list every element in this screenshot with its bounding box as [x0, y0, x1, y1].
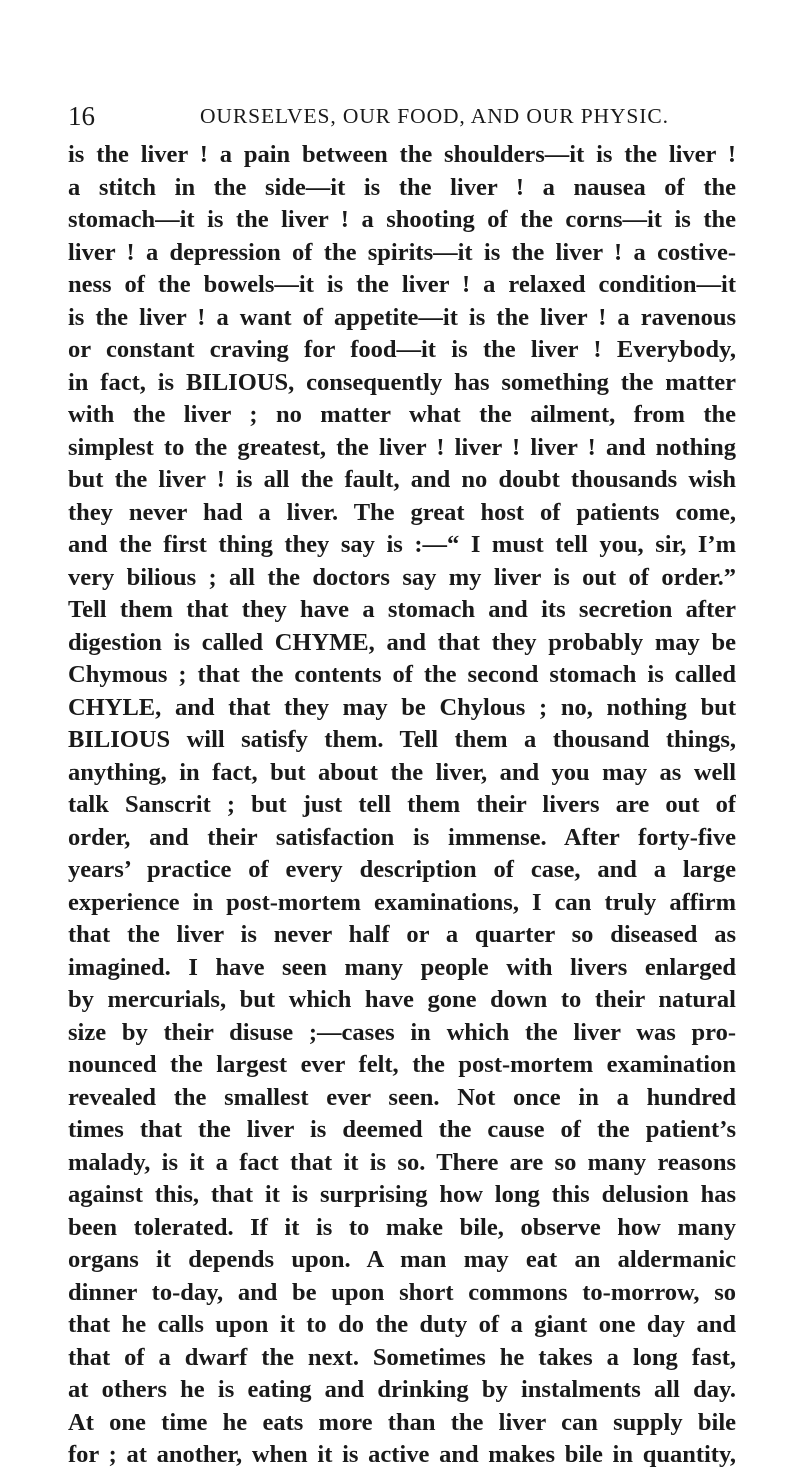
text-line: malady, is it a fact that it is so. There are so many reasons: [68, 1148, 736, 1176]
text-line: by mercurials, but which have gone down to their natural: [68, 986, 736, 1013]
text-line: years’ practice of every description of case, and a large: [68, 856, 736, 883]
text-line: anything, in fact, but about the liver, and you may as well: [68, 758, 736, 786]
text-line: stomach—it is the liver ! a shooting of the corns—it is the: [68, 206, 736, 233]
text-line: revealed the smallest ever seen. Not once in a hundred: [68, 1083, 736, 1111]
text-line: in fact, is BILIOUS, consequently has something the matter: [68, 368, 736, 396]
text-line: size by their disuse ;—cases in which the liver was pro-: [68, 1018, 736, 1046]
text-line: and the first thing they say is :—“ I must tell you, sir, I’m: [68, 531, 736, 558]
text-line: simplest to the greatest, the liver ! liver ! liver ! and nothing: [68, 433, 736, 461]
text-line: At one time he eats more than the liver can supply bile: [68, 1408, 736, 1436]
text-line: Tell them that they have a stomach and its secretion after: [68, 596, 736, 623]
text-line: Chymous ; that the contents of the second stomach is called: [68, 661, 736, 688]
running-head: [68, 96, 736, 136]
text-line: dinner to-day, and be upon short commons to-morrow, so: [68, 1278, 736, 1306]
text-line: is the liver ! a pain between the shoulders—it is the liver !: [68, 141, 736, 168]
text-line: order, and their satisfaction is immense. After forty-five: [68, 823, 736, 851]
text-line: a stitch in the side—it is the liver ! a nausea of the: [68, 173, 736, 201]
text-line: they never had a liver. The great host of patients come,: [68, 498, 736, 526]
text-line: ness of the bowels—it is the liver ! a relaxed condition—it: [68, 271, 736, 298]
page-number: 16: [68, 101, 95, 131]
body-text: [68, 139, 736, 1472]
text-line: is the liver ! a want of appetite—it is the liver ! a ravenous: [68, 303, 736, 331]
text-line: organs it depends upon. A man may eat an aldermanic: [68, 1246, 736, 1273]
text-line: but the liver ! is all the fault, and no doubt thousands wish: [68, 466, 736, 493]
text-line: with the liver ; no matter what the ailment, from the: [68, 401, 736, 428]
text-line: imagined. I have seen many people with livers enlarged: [68, 953, 736, 981]
text-line: against this, that it is surprising how long this delusion has: [68, 1181, 736, 1208]
text-line: times that the liver is deemed the cause of the patient’s: [68, 1116, 736, 1143]
text-line: been tolerated. If it is to make bile, observe how many: [68, 1213, 736, 1241]
text-line: for ; at another, when it is active and makes bile in quantity,: [68, 1441, 736, 1468]
text-line: that he calls upon it to do the duty of a giant one day and: [68, 1311, 736, 1338]
text-line: digestion is called CHYME, and that they probably may be: [68, 628, 736, 656]
text-line: very bilious ; all the doctors say my liver is out of order.”: [68, 563, 736, 591]
text-line: talk Sanscrit ; but just tell them their livers are out of: [68, 791, 736, 818]
running-head-title: OURSELVES, OUR FOOD, AND OUR PHYSIC.: [200, 104, 669, 128]
text-line: liver ! a depression of the spirits—it is the liver ! a costive-: [68, 238, 736, 266]
text-line: that of a dwarf the next. Sometimes he takes a long fast,: [68, 1343, 736, 1371]
text-line: that the liver is never half or a quarter so diseased as: [68, 921, 736, 948]
text-line: or constant craving for food—it is the liver ! Everybody,: [68, 336, 736, 363]
text-line: at others he is eating and drinking by instalments all day.: [68, 1376, 736, 1403]
text-line: CHYLE, and that they may be Chylous ; no, nothing but: [68, 693, 736, 721]
text-line: nounced the largest ever felt, the post-mortem examination: [68, 1051, 736, 1078]
text-line: experience in post-mortem examinations, I can truly affirm: [68, 888, 736, 916]
text-line: BILIOUS will satisfy them. Tell them a thousand things,: [68, 726, 736, 753]
